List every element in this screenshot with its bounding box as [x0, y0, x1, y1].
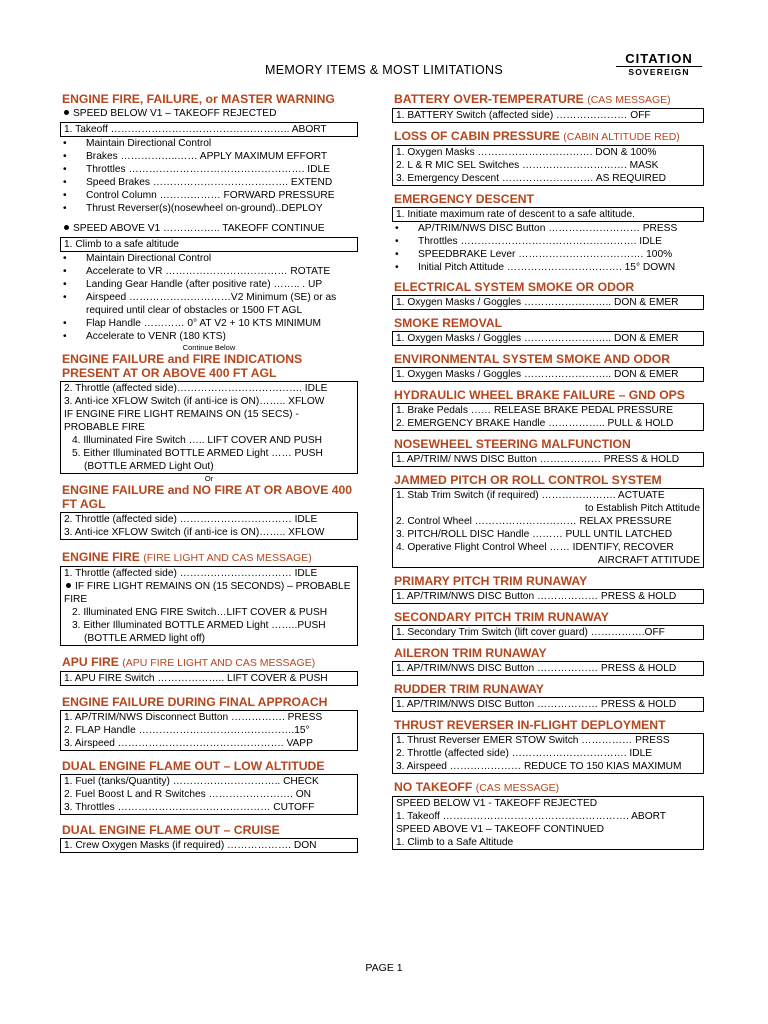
section-title: ENGINE FAILURE and FIRE INDICATIONS PRESENT AT OR ABOVE 400 FT AGL — [62, 352, 303, 380]
bullet-dot-icon — [64, 225, 69, 230]
list-item: • Throttles ……………………………………………. IDLE — [392, 235, 704, 248]
procedure-box: 1. Stab Trim Switch (if required) …………………. ACTUATE to Establish Pitch Attitude 2. Control Wheel ………………………… RELAX PRESSURE 3. PITCH/ROLL DISC Handle ……… PULL UNTIL LATCHED 4. Operative Flight Control Wheel …… IDENTIFY, RECOVER AIRCRAFT ATTITUDE — [392, 488, 704, 568]
procedure-box: 1. BATTERY Switch (affected side) ………………… OFF — [392, 108, 704, 123]
list-item: • Accelerate to VENR (180 KTS) — [60, 330, 358, 343]
list-item: • Maintain Directional Control — [60, 137, 358, 150]
section-title: SECONDARY PITCH TRIM RUNAWAY — [394, 610, 609, 624]
section-engine-failure-fire-indications — [60, 352, 358, 483]
list-item: • Throttles ……………………………………………. IDLE — [60, 163, 358, 176]
list-item: • Brakes ……………..…… APPLY MAXIMUM EFFORT — [60, 150, 358, 163]
procedure-box: 1. Thrust Reverser EMER STOW Switch …………… PRESS 2. Throttle (affected side) ……………………………. IDLE 3. Airspeed ………………… REDUCE TO 150 KIAS MAXIMUM — [392, 733, 704, 774]
procedure-box: 1. AP/TRIM/NWS DISC Button ……………… PRESS & HOLD — [392, 661, 704, 676]
section-title: PRIMARY PITCH TRIM RUNAWAY — [394, 574, 588, 588]
section-title: ENGINE FIRE, FAILURE, or MASTER WARNING — [62, 92, 335, 106]
takeoff-abort-box: 1. Takeoff …………………………………………….. ABORT — [60, 122, 358, 137]
section-title: ELECTRICAL SYSTEM SMOKE OR ODOR — [394, 280, 635, 294]
section-title: RUDDER TRIM RUNAWAY — [394, 682, 544, 696]
section-battery-over-temp — [392, 92, 704, 123]
section-no-takeoff — [392, 780, 704, 850]
procedure-box: 1. Oxygen Masks / Goggles …………………….. DON & EMER — [392, 367, 704, 382]
list-item: • Maintain Directional Control — [60, 252, 358, 265]
section-title: ENVIRONMENTAL SYSTEM SMOKE AND ODOR — [394, 352, 671, 366]
section-hydraulic-brake-failure — [392, 388, 704, 431]
logo-bottom-text: SOVEREIGN — [628, 67, 690, 77]
section-environmental-smoke — [392, 352, 704, 382]
list-item: • Initial Pitch Attitude ……………………………. 15° DOWN — [392, 261, 704, 274]
or-note: Or — [204, 474, 214, 483]
procedure-box: 1. Crew Oxygen Masks (if required) ………………. DON — [60, 838, 358, 853]
section-title: NO TAKEOFF (CAS MESSAGE) — [394, 780, 560, 794]
list-item: • Airspeed …………………………V2 Minimum (SE) or as required until clear of obstacles or 1500 FT AGL — [60, 291, 358, 317]
list-item: • Accelerate to VR ……………………………… ROTATE — [60, 265, 358, 278]
procedure-box: SPEED BELOW V1 - TAKEOFF REJECTED 1. Takeoff ………………………………………………. ABORT SPEED ABOVE V1 – TAKEOFF CONTINUED 1. Climb to a Safe Altitude — [392, 796, 704, 850]
procedure-box: 1. AP/TRIM/ NWS DISC Button ……………… PRESS & HOLD — [392, 452, 704, 467]
section-aileron-trim — [392, 646, 704, 676]
section-title: JAMMED PITCH OR ROLL CONTROL SYSTEM — [394, 473, 662, 487]
section-engine-failure-no-fire — [60, 483, 358, 540]
speed-above-v1-note: SPEED ABOVE V1 …………….. TAKEOFF CONTINUE — [60, 222, 358, 235]
section-title: EMERGENCY DESCENT — [394, 192, 534, 206]
section-title: ENGINE FAILURE DURING FINAL APPROACH — [62, 695, 328, 709]
procedure-box: 1. Brake Pedals …… RELEASE BRAKE PEDAL PRESSURE 2. EMERGENCY BRAKE Handle …………….. PULL & HOLD — [392, 403, 704, 431]
section-jammed-pitch-roll — [392, 473, 704, 568]
section-title: HYDRAULIC WHEEL BRAKE FAILURE – GND OPS — [394, 388, 685, 402]
section-title: LOSS OF CABIN PRESSURE (CABIN ALTITUDE RED) — [394, 129, 680, 143]
procedure-box: 2. Throttle (affected side)………………………………. IDLE 3. Anti-ice XFLOW Switch (if anti-ice is ON)…….. XFLOW IF ENGINE FIRE LIGHT REMAINS ON (15 SECS) - PROBABLE FIRE 4. Illuminated Fire Switch ….. LIFT COVER AND PUSH 5. Either Illuminated BOTTLE ARMED Light …… PUSH (BOTTLE ARMED Light Out) — [60, 381, 358, 474]
procedure-box: 1. AP/TRIM/NWS DISC Button ……………… PRESS & HOLD — [392, 697, 704, 712]
procedure-box: 1. Fuel (tanks/Quantity) ………………………….. CHECK 2. Fuel Boost L and R Switches ……………………. ON 3. Throttles ……………………………………… CUTOFF — [60, 774, 358, 815]
continue-below-note: Continue Below — [182, 343, 236, 352]
list-item: • Speed Brakes …………………………………. EXTEND — [60, 176, 358, 189]
list-item: • Thrust Reverser(s)(nosewheel on-ground)..DEPLOY — [60, 202, 358, 215]
procedure-box: 1. Oxygen Masks ……………………………. DON & 100% 2. L & R MIC SEL Switches …………………………. MASK 3. Emergency Descent ……………………… AS REQUIRED — [392, 145, 704, 186]
procedure-box: 1. AP/TRIM/NWS Disconnect Button ……………. PRESS 2. FLAP Handle ……………………………………….15° 3. Airspeed …………………………………………. VAPP — [60, 710, 358, 751]
section-emergency-descent — [392, 192, 704, 274]
page-title: MEMORY ITEMS & MOST LIMITATIONS — [264, 63, 504, 77]
page-number: PAGE 1 — [365, 962, 403, 974]
procedure-box: 1. APU FIRE Switch ……………….. LIFT COVER & PUSH — [60, 671, 358, 686]
section-engine-fire — [60, 550, 358, 646]
procedure-box: 1. Throttle (affected side) …………………………… IDLE IF FIRE LIGHT REMAINS ON (15 SECONDS) – PROBABLE FIRE 2. Illuminated ENG FIRE Switch…LIFT COVER & PUSH 3. Either Illuminated BOTTLE ARMED Light ……..PUSH (BOTTLE ARMED light off) — [60, 566, 358, 646]
procedure-box: 1. Initiate maximum rate of descent to a safe altitude. — [392, 207, 704, 222]
left-column — [60, 92, 358, 853]
section-title: DUAL ENGINE FLAME OUT – LOW ALTITUDE — [62, 759, 325, 773]
list-item: • Flap Handle ………… 0° AT V2 + 10 KTS MINIMUM — [60, 317, 358, 330]
section-title: DUAL ENGINE FLAME OUT – CRUISE — [62, 823, 280, 837]
section-engine-failure-final-approach — [60, 695, 358, 751]
procedure-box: 2. Throttle (affected side) …………………………… IDLE 3. Anti-ice XFLOW Switch (if anti-ice is ON)…….. XFLOW — [60, 512, 358, 540]
section-engine-fire-failure — [60, 92, 358, 352]
section-electrical-smoke — [392, 280, 704, 310]
logo-top-text: CITATION — [616, 52, 702, 67]
citation-logo — [616, 52, 702, 78]
right-column — [392, 92, 704, 850]
section-primary-pitch-trim — [392, 574, 704, 604]
list-item: • AP/TRIM/NWS DISC Button ……………………… PRESS — [392, 222, 704, 235]
list-item: • Control Column ……………… FORWARD PRESSURE — [60, 189, 358, 202]
procedure-box: 1. Oxygen Masks / Goggles …………………….. DON & EMER — [392, 295, 704, 310]
section-thrust-reverser-deploy — [392, 718, 704, 774]
procedure-box: 1. AP/TRIM/NWS DISC Button ……………… PRESS & HOLD — [392, 589, 704, 604]
section-title: SMOKE REMOVAL — [394, 316, 503, 330]
section-smoke-removal — [392, 316, 704, 346]
bullet-dot-icon — [64, 110, 69, 115]
section-secondary-pitch-trim — [392, 610, 704, 640]
section-rudder-trim — [392, 682, 704, 712]
section-title: APU FIRE (APU FIRE LIGHT AND CAS MESSAGE) — [62, 655, 316, 669]
section-apu-fire — [60, 655, 358, 686]
section-title: ENGINE FIRE (FIRE LIGHT AND CAS MESSAGE) — [62, 550, 312, 564]
procedure-box: 1. Secondary Trim Switch (lift cover guard) …………….OFF — [392, 625, 704, 640]
procedure-box: 1. Oxygen Masks / Goggles …………………….. DON & EMER — [392, 331, 704, 346]
section-dual-flameout-low — [60, 759, 358, 815]
section-title: ENGINE FAILURE and NO FIRE AT OR ABOVE 400 FT AGL — [62, 483, 353, 511]
list-item: • SPEEDBRAKE Lever ………………………………. 100% — [392, 248, 704, 261]
speed-below-v1-note: SPEED BELOW V1 – TAKEOFF REJECTED — [60, 107, 358, 120]
section-nosewheel-steering — [392, 437, 704, 467]
list-item: • Landing Gear Handle (after positive rate) …….. . UP — [60, 278, 358, 291]
section-title: NOSEWHEEL STEERING MALFUNCTION — [394, 437, 631, 451]
climb-box: 1. Climb to a safe altitude — [60, 237, 358, 252]
section-title: BATTERY OVER-TEMPERATURE (CAS MESSAGE) — [394, 92, 671, 106]
section-title: THRUST REVERSER IN-FLIGHT DEPLOYMENT — [394, 718, 666, 732]
section-loss-cabin-pressure — [392, 129, 704, 186]
section-dual-flameout-cruise — [60, 823, 358, 853]
section-title: AILERON TRIM RUNAWAY — [394, 646, 547, 660]
bullet-dot-icon — [66, 583, 71, 588]
